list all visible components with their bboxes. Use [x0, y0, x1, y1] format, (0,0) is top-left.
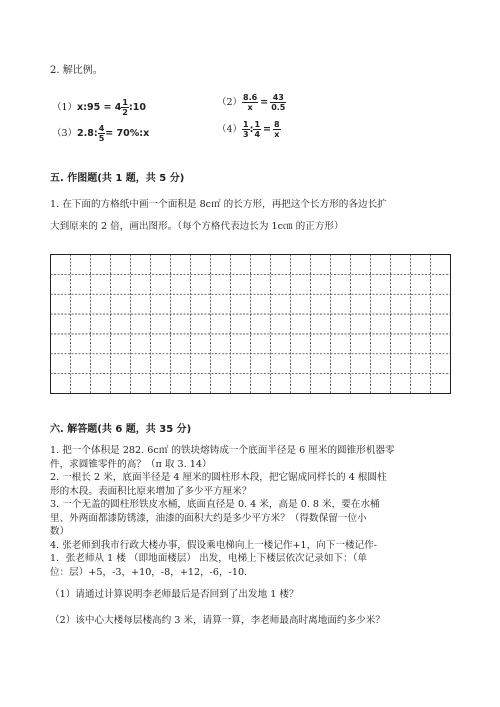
sub-question-1: （1）请通过计算说明李老师最后是否回到了出发地 1 楼？ — [50, 589, 299, 600]
fraction-numerator: 43 — [270, 93, 286, 103]
section-5-q1-line2: 大到原来的 2 倍，画出图形。（每个方格代表边长为 1c㎝ 的正方形） — [50, 221, 344, 232]
fraction-denominator: x — [247, 103, 253, 112]
equation-2-fraction-left — [242, 93, 258, 112]
equation-1-lhs: x:95 = 4 — [77, 102, 122, 113]
equation-1 — [52, 98, 146, 117]
section-5-q1-line1: 1. 在下面的方格纸中画一个面积是 8c㎡ 的长方形，再把这个长方形的各边长扩 — [50, 199, 387, 210]
grid-border — [51, 255, 451, 394]
sub-question-2: （2）该中心大楼每层楼高约 3 米，请算一算，李老师最高时离地面约多少米？ — [50, 615, 385, 626]
fraction-denominator: 5 — [98, 134, 105, 143]
question-line: 3. 一个无盖的圆柱形铁皮水桶，底面直径是 0. 4 米，高是 0. 8 米，要在水桶 — [50, 499, 380, 510]
question-line: 形的木段。表面积比原来增加了多少平方厘米？ — [50, 485, 252, 497]
equation-1-fraction — [121, 98, 129, 117]
equation-4 — [217, 120, 281, 139]
question-line: 数） — [50, 526, 70, 537]
fraction-numerator: 1 — [254, 120, 261, 129]
equation-4-fraction-3 — [273, 120, 281, 139]
question-2-title: 2. 解比例。 — [50, 65, 103, 76]
fraction-denominator: 3 — [243, 130, 249, 139]
fraction-denominator: 0.5 — [271, 103, 286, 112]
question-line: 4. 张老师到我市行政大楼办事，假设乘电梯向上一楼记作+1，向下一楼记作- — [50, 539, 377, 551]
equals-sign: = — [260, 97, 269, 108]
equation-4-number: （4） — [217, 124, 243, 135]
section-6-questions — [50, 444, 450, 579]
question-line: 位：层）+5，-3，+10，-8，+12，-6，-10. — [50, 566, 248, 578]
equation-1-rhs: :10 — [128, 102, 146, 113]
equation-3-number: （3） — [52, 128, 78, 139]
equation-4-fraction-1 — [242, 120, 250, 139]
section-6-heading: 六. 解答题(共 6 题，共 35 分) — [50, 424, 192, 435]
fraction-numerator: 1 — [243, 120, 249, 129]
fraction-denominator: 2 — [122, 108, 128, 117]
fraction-numerator: 8 — [273, 120, 280, 129]
equation-2-fraction-right — [270, 93, 286, 112]
fraction-denominator: x — [274, 130, 280, 139]
question-line: 件，求圆锥零件的高？（π 取 3. 14） — [50, 458, 212, 470]
question-line: 里、外两面都漆防锈漆，油漆的面积大约是多少平方米？（得数保留一位小 — [50, 512, 367, 524]
question-line: 1. 把一个体积是 282. 6c㎡ 的铁块熔铸成一个底面半径是 6 厘米的圆锥形机器零 — [50, 445, 395, 456]
ratio-colon: : — [249, 124, 254, 135]
equation-2 — [217, 93, 286, 112]
section-5-heading: 五. 作图题(共 1 题，共 5 分) — [50, 173, 185, 184]
question-line: 2. 一根长 2 米，底面半径是 4 厘米的圆柱形木段，把它锯成同样长的 4 根圆柱 — [50, 472, 387, 483]
equation-1-number: （1） — [52, 102, 78, 113]
fraction-denominator: 4 — [254, 130, 261, 139]
equation-3 — [52, 124, 149, 143]
equation-3-lhs: 2.8: — [77, 128, 98, 139]
equals-sign: = — [263, 124, 271, 135]
equation-2-number: （2） — [217, 97, 243, 108]
question-line: 1．张老师从 1 楼 （即地面楼层） 出发，电梯上下楼层依次记录如下：（单 — [50, 553, 368, 564]
equation-4-fraction-2 — [253, 120, 261, 139]
equation-3-rhs: = 70%:x — [105, 128, 150, 139]
fraction-numerator: 4 — [98, 124, 105, 133]
fraction-numerator: 8.6 — [243, 93, 258, 102]
square-grid[interactable] — [50, 254, 451, 394]
fraction-numerator: 1 — [122, 98, 128, 107]
